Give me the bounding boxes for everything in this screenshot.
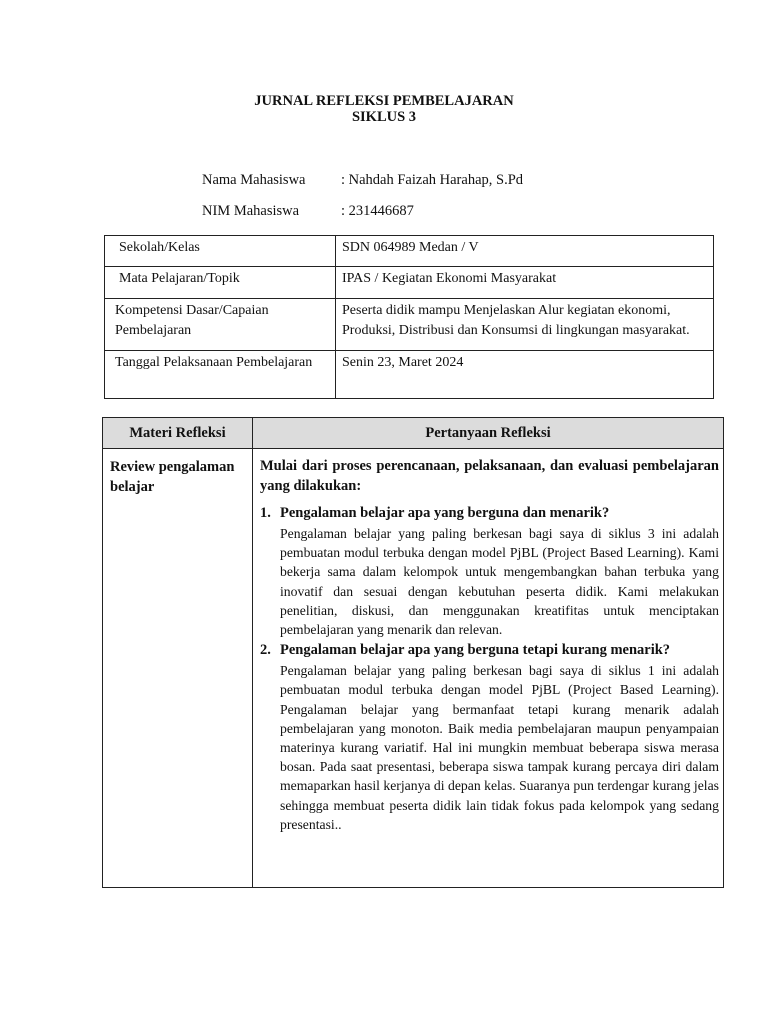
table-row xyxy=(103,449,724,888)
table-row xyxy=(105,351,714,399)
competency-label: Kompetensi Dasar/Capaian Pembelajaran xyxy=(105,299,336,351)
student-name-value: : Nahdah Faizah Harahap, S.Pd xyxy=(341,172,524,188)
table-row xyxy=(105,236,714,267)
question-2 xyxy=(260,641,719,659)
reflection-questions-cell xyxy=(253,449,724,888)
school-class-value: SDN 064989 Medan / V xyxy=(336,236,714,267)
question-1-text: Pengalaman belajar apa yang berguna dan menarik? xyxy=(280,505,610,521)
date-label: Tanggal Pelaksanaan Pembelajaran xyxy=(105,351,336,399)
title-line-1: JURNAL REFLEKSI PEMBELAJARAN xyxy=(254,93,514,109)
student-name-label: Nama Mahasiswa xyxy=(202,172,306,188)
lesson-info-table xyxy=(104,235,714,399)
question-1 xyxy=(260,504,719,522)
table-row xyxy=(105,299,714,351)
student-nim-value: : 231446687 xyxy=(341,203,414,219)
reflection-table xyxy=(102,417,724,888)
reflection-material: Review pengalaman belajar xyxy=(103,449,253,888)
school-class-label: Sekolah/Kelas xyxy=(105,236,336,267)
header-questions: Pertanyaan Refleksi xyxy=(253,418,724,449)
competency-value: Peserta didik mampu Menjelaskan Alur kegiatan ekonomi, Produksi, Distribusi dan Konsumsi di lingkungan masyarakat. xyxy=(336,299,714,351)
answer-1: Pengalaman belajar yang paling berkesan bagi saya di siklus 3 ini adalah pembuatan modul terbuka dengan model PjBL (Project Based Learning). Kami bekerja sama dalam kelompok untuk mengembangkan bahan terbuka yang inovatif dan sesuai dengan kebutuhan peserta didik. Kami melakukan penelitian, diskusi, dan menggunakan kreatifitas untuk menciptakan pembelajaran yang menarik dan relevan. xyxy=(280,526,719,638)
table-header-row xyxy=(103,418,724,449)
date-value: Senin 23, Maret 2024 xyxy=(336,351,714,399)
table-row xyxy=(105,267,714,299)
question-1-number: 1. xyxy=(260,505,271,521)
subject-topic-label: Mata Pelajaran/Topik xyxy=(105,267,336,299)
student-nim-label: NIM Mahasiswa xyxy=(202,203,300,219)
question-2-number: 2. xyxy=(260,642,271,659)
title-line-2: SIKLUS 3 xyxy=(351,109,417,125)
question-2-text: Pengalaman belajar apa yang berguna tetapi kurang menarik? xyxy=(280,642,671,659)
answer-2: Pengalaman belajar yang paling berkesan bagi saya di siklus 1 ini adalah pembuatan modul terbuka dengan model PjBL (Project Based Learning). Pengalaman belajar yang bermanfaat tetapi kurang menarik adalah pembelajaran yang monoton. Baik media pembelajaran maupun penyampaian materinya kurang variatif. Hal ini mungkin membuat beberapa siswa merasa bosan. Pada saat presentasi, beberapa siswa tampak kurang percaya diri dalam memaparkan hasil kerjanya di depan kelas. Suaranya pun terdengar kurang jelas sehingga membuat peserta didik lain tidak fokus pada kelompok yang sedang presentasi.. xyxy=(280,663,719,832)
subject-topic-value: IPAS / Kegiatan Ekonomi Masyarakat xyxy=(336,267,714,299)
reflection-intro: Mulai dari proses perencanaan, pelaksanaan, dan evaluasi pembelajaran yang dilakukan: xyxy=(260,458,719,494)
header-material: Materi Refleksi xyxy=(103,418,253,449)
